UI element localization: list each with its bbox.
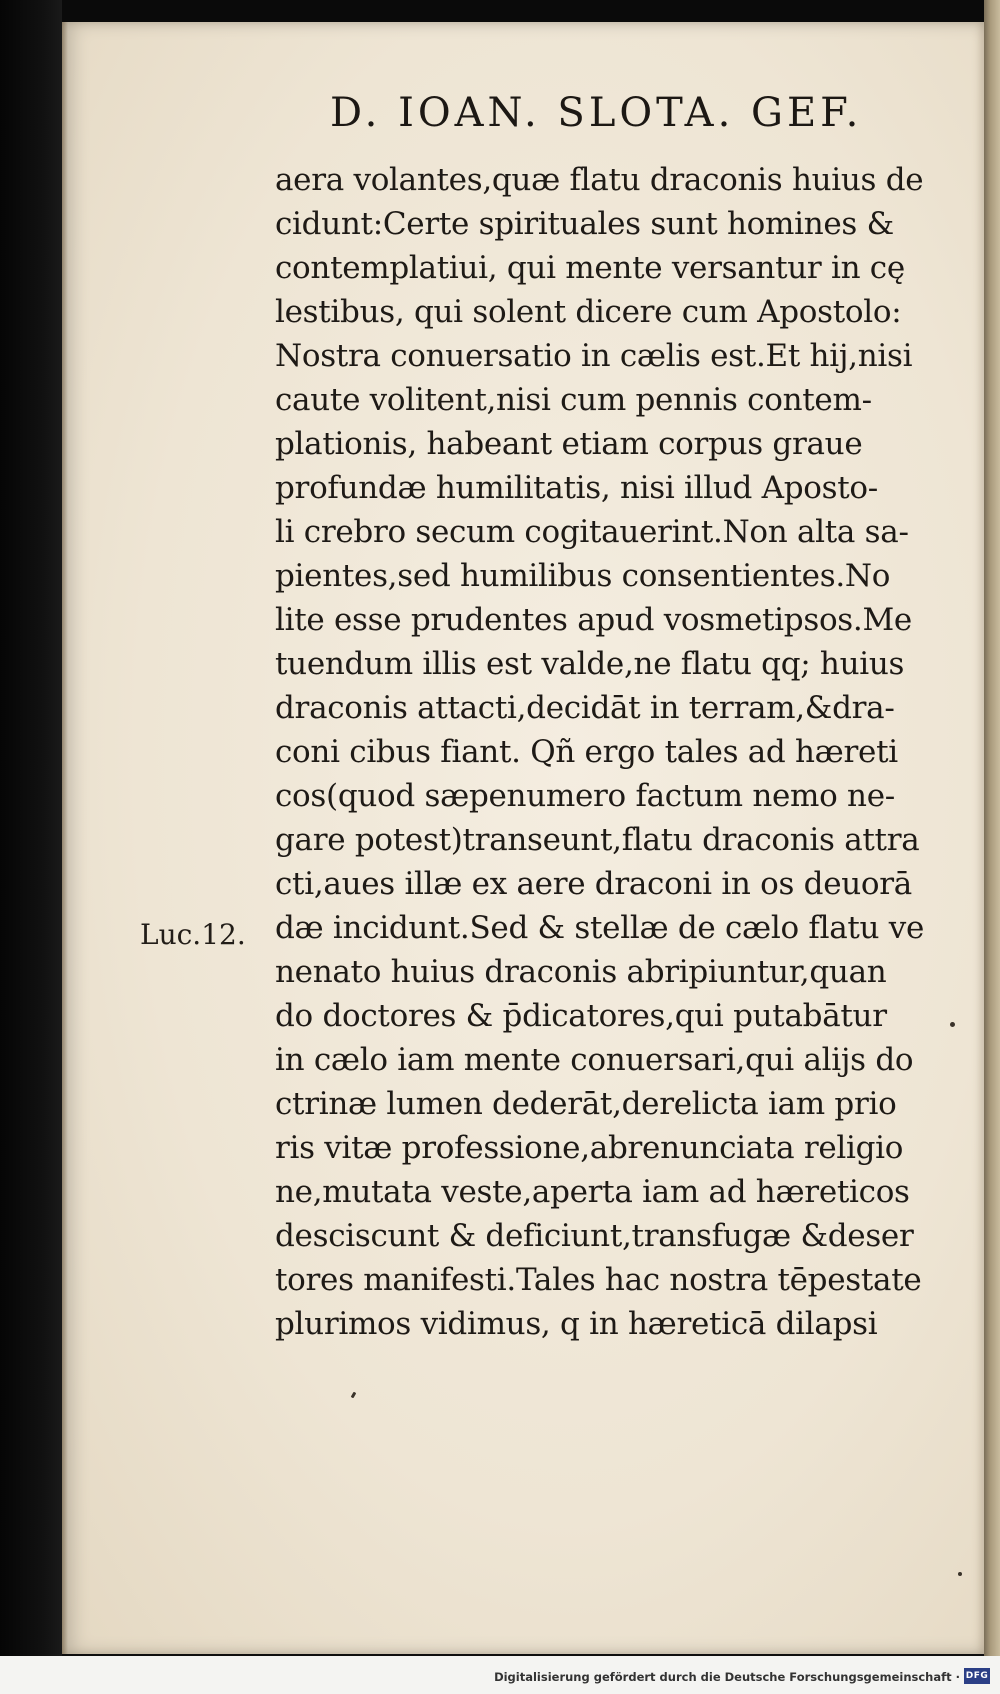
paper-speck (950, 1022, 955, 1027)
margin-note: Luc.12. (140, 918, 246, 951)
text-line: profundæ humilitatis, nisi illud Aposto- (275, 470, 878, 506)
text-line: cos(quod sæpenumero factum nemo ne- (275, 778, 895, 814)
text-line: do doctores & p̄dicatores,qui putabātur (275, 998, 887, 1034)
text-line: plurimos vidimus, q in hæreticā dilapsi (275, 1306, 878, 1342)
running-head: D. IOAN. SLOTA. GEF. (330, 90, 863, 136)
text-line: Nostra conuersatio in cælis est.Et hij,nisi (275, 338, 913, 374)
text-line: cidunt:Certe spirituales sunt homines & (275, 206, 894, 242)
text-line: lestibus, qui solent dicere cum Apostolo: (275, 294, 902, 330)
text-line: tuendum illis est valde,ne flatu qq; huius (275, 646, 905, 682)
text-line: ne,mutata veste,aperta iam ad hæreticos (275, 1174, 910, 1210)
text-line: contemplatiui, qui mente versantur in cę (275, 250, 905, 286)
digitization-credit: Digitalisierung gefördert durch die Deutsche Forschungsgemeinschaft · (494, 1670, 960, 1684)
text-line: pientes,sed humilibus consentientes.No (275, 558, 891, 594)
scan-right-border (984, 0, 1000, 1694)
text-line: caute volitent,nisi cum pennis contem- (275, 382, 872, 418)
text-line: ctrinæ lumen dederāt,derelicta iam prio (275, 1086, 897, 1122)
paper-speck (958, 1572, 962, 1576)
text-line: ris vitæ professione,abrenunciata religio (275, 1130, 904, 1166)
scan-left-border (0, 0, 62, 1694)
text-line: gare potest)transeunt,flatu draconis attra (275, 822, 920, 858)
text-line: in cælo iam mente conuersari,qui alijs do (275, 1042, 914, 1078)
page-gutter-shadow (62, 22, 68, 1654)
text-line: li crebro secum cogitauerint.Non alta sa- (275, 514, 909, 550)
text-line: lite esse prudentes apud vosmetipsos.Me (275, 602, 912, 638)
text-line: dæ incidunt.Sed & stellæ de cælo flatu ve (275, 910, 925, 946)
text-line: nenato huius draconis abripiuntur,quan (275, 954, 887, 990)
text-line: aera volantes,quæ flatu draconis huius de (275, 162, 924, 198)
text-line: coni cibus fiant. Qñ ergo tales ad hæreti (275, 734, 898, 770)
text-line: cti,aues illæ ex aere draconi in os deuorā (275, 866, 912, 902)
text-line: plationis, habeant etiam corpus graue (275, 426, 863, 462)
scan-top-border (0, 0, 1000, 24)
text-line: tores manifesti.Tales hac nostra tēpestate (275, 1262, 922, 1298)
text-block (275, 158, 965, 1346)
text-line: desciscunt & deficiunt,transfugæ &deser (275, 1218, 914, 1254)
text-line: draconis attacti,decidāt in terram,&dra- (275, 690, 895, 726)
dfg-logo: DFG (964, 1668, 990, 1684)
